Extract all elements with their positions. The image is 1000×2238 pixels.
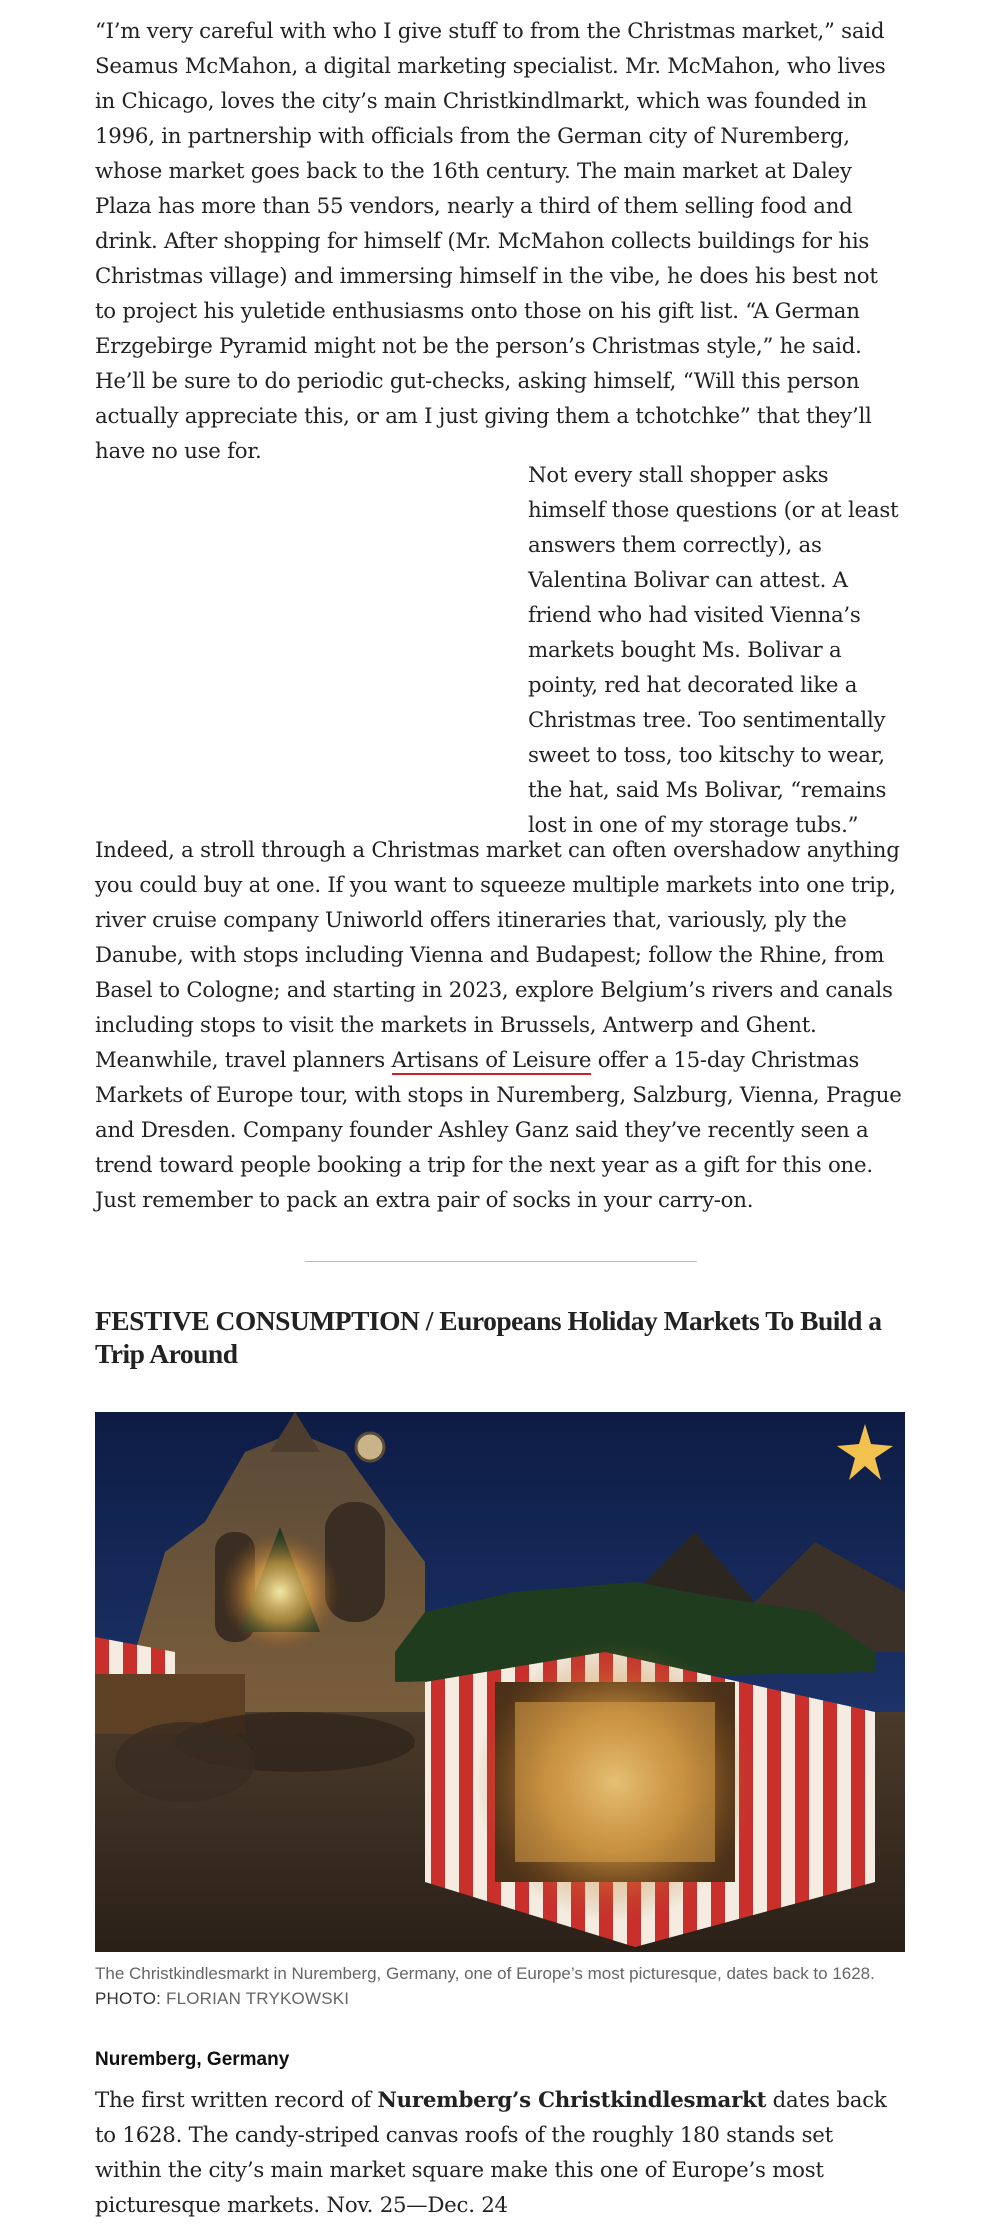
article-paragraph [95, 833, 905, 1218]
paragraph-text: dates back to 1628. The candy-striped canvas roofs of the roughly 180 stands set within the city’s main market square make this one of Europe’s most picturesque markets. Nov. 25—Dec. 24 [95, 2088, 887, 2218]
photo-credit-name: FLORIAN TRYKOWSKI [166, 1989, 350, 2008]
photo-credit-label: PHOTO: [95, 1989, 162, 2008]
photo-credit [95, 1986, 905, 2011]
section-divider [305, 1261, 697, 1262]
article-paragraph-inset: Not every stall shopper asks himself those questions (or at least answers them correctly), as Valentina Bolivar can attest. A friend who had visited Vienna’s markets bought Ms. Bolivar a pointy, red hat decorated like a Christmas tree. Too sentimentally sweet to toss, too kitschy to wear, the hat, said Ms Bolivar, “remains lost in one of my storage tubs.” [528, 463, 899, 838]
paragraph-text: The first written record of [95, 2088, 378, 2113]
market-description [95, 2083, 905, 2223]
market-location-heading: Nuremberg, Germany [95, 2049, 290, 2070]
market-name: Nuremberg’s Christkindlesmarkt [377, 2088, 767, 2113]
nuremberg-market-photo[interactable] [95, 1412, 905, 1952]
photo-caption: The Christkindlesmarkt in Nuremberg, Germany, one of Europe’s most picturesque, dates back to 1628. [95, 1964, 875, 1983]
artisans-of-leisure-link[interactable]: Artisans of Leisure [391, 1048, 592, 1073]
market-photo-figure [95, 1412, 905, 2011]
paragraph-text: offer a 15-day Christmas Markets of Europe tour, with stops in Nuremberg, Salzburg, Vienna, Prague and Dresden. Company founder Ashley Ganz said they’ve recently seen a trend toward people booking a trip for the next year as a gift for this one. Just remember to pack an extra pair of socks in your carry-on. [95, 1048, 902, 1213]
paragraph-text: Indeed, a stroll through a Christmas market can often overshadow anything you could buy at one. If you want to squeeze multiple markets into one trip, river cruise company Uniworld offers itineraries that, variously, ply the Danube, with stops including Vienna and Budapest; follow the Rhine, from Basel to Cologne; and starting in 2023, explore Belgium’s rivers and canals including stops to visit the markets in Brussels, Antwerp and Ghent. Meanwhile, travel planners [95, 838, 900, 1073]
section-headline: FESTIVE CONSUMPTION / Europeans Holiday Markets To Build a Trip Around [95, 1305, 882, 1369]
article-paragraph: “I’m very careful with who I give stuff to from the Christmas market,” said Seamus McMahon, a digital marketing specialist. Mr. McMahon, who lives in Chicago, loves the city’s main Christkindlmarkt, which was founded in 1996, in partnership with officials from the German city of Nuremberg, whose market goes back to the 16th century. The main market at Daley Plaza has more than 55 vendors, nearly a third of them selling food and drink. After shopping for himself (Mr. McMahon collects buildings for his Christmas village) and immersing himself in the vibe, he does his best not to project his yuletide enthusiasms onto those on his gift list. “A German Erzgebirge Pyramid might not be the person’s Christmas style,” he said. He’ll be sure to do periodic gut-checks, asking himself, “Will this person actually appreciate this, or am I just giving them a tchotchke” that they’ll have no use for. [95, 19, 886, 464]
